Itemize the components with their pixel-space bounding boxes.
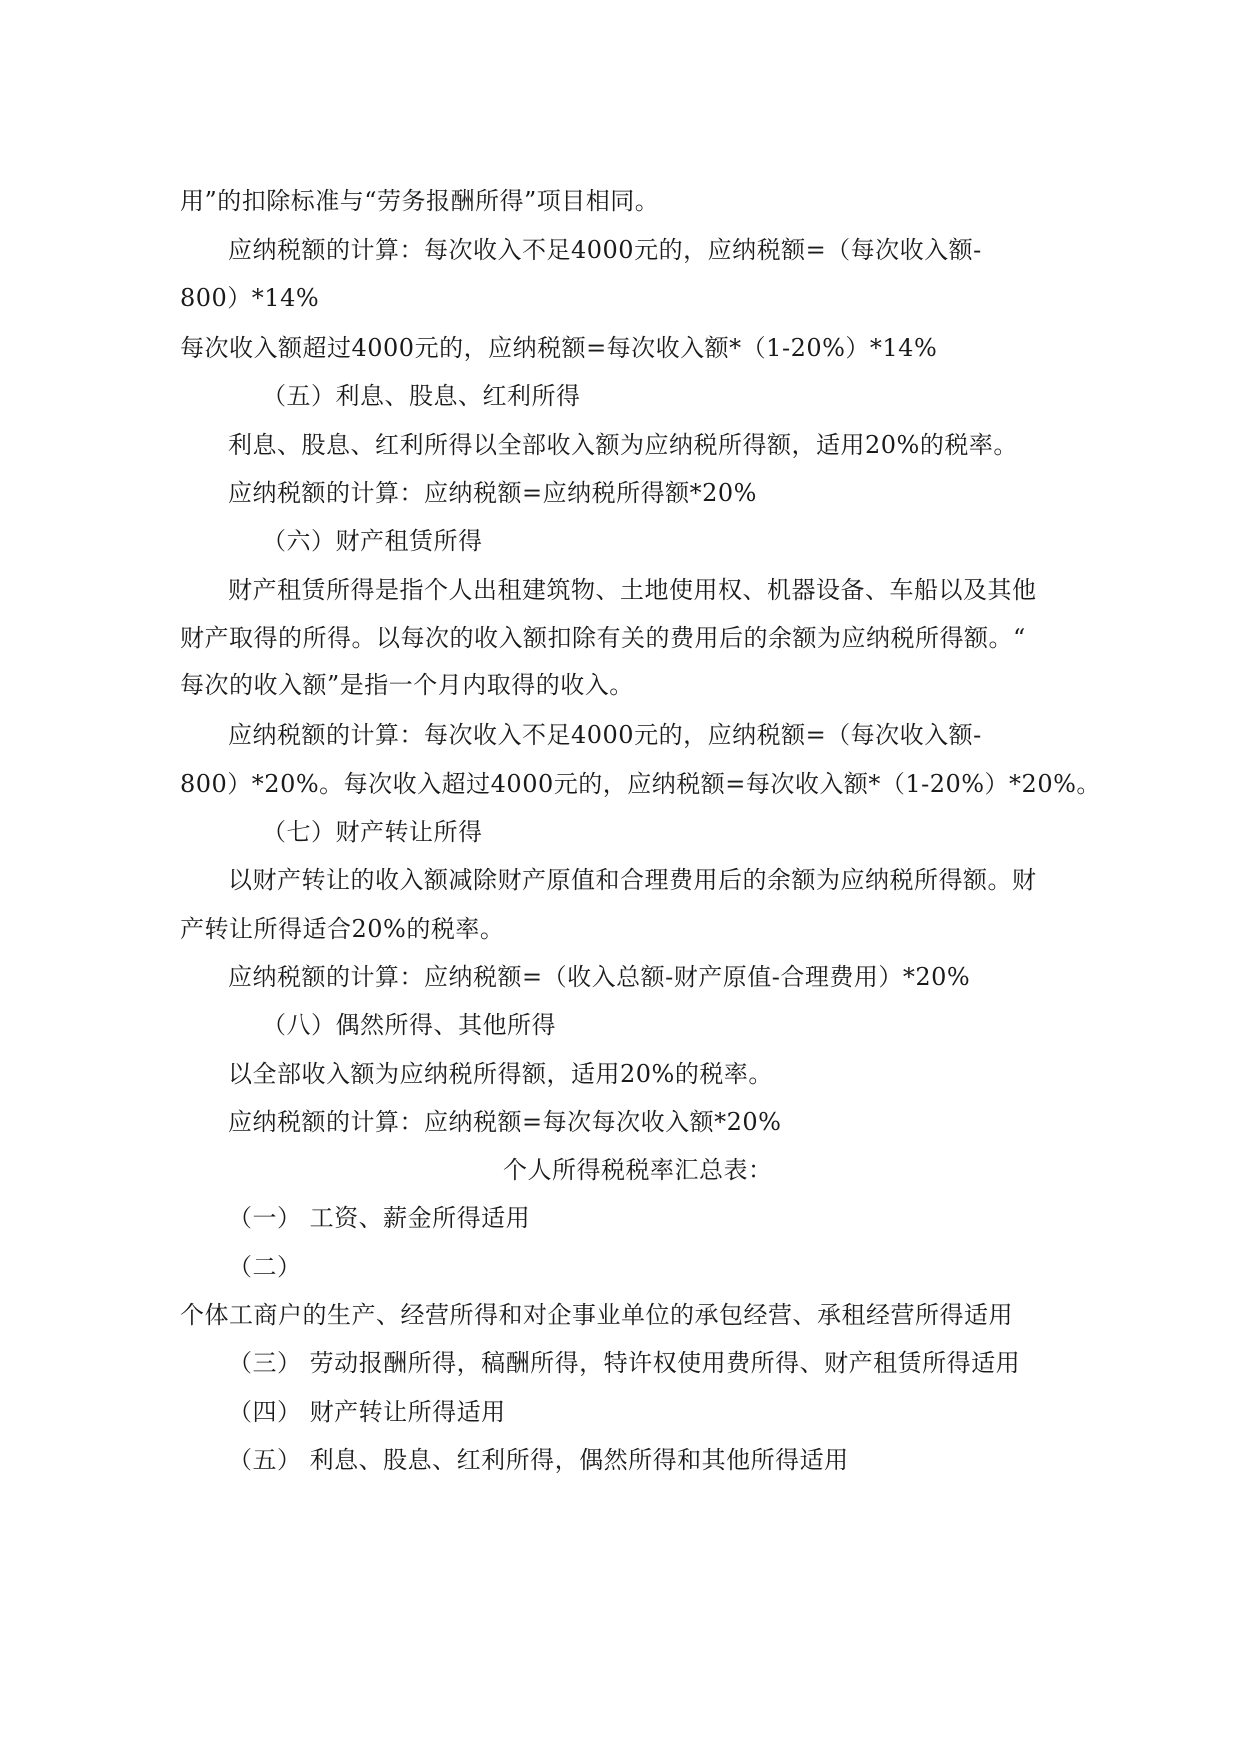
text-line: 财产取得的所得。以每次的收入额扣除有关的费用后的余额为应纳税所得额。“: [180, 624, 1026, 652]
text-line: 应纳税额的计算：应纳税额=应纳税所得额*20%: [228, 479, 757, 507]
text-line: （五） 利息、股息、红利所得，偶然所得和其他所得适用: [228, 1446, 849, 1474]
text-line: （三） 劳动报酬所得，稿酬所得，特许权使用费所得、财产租赁所得适用: [228, 1349, 1021, 1377]
section-heading: （七）财产转让所得: [262, 818, 483, 846]
text-line: 每次的收入额”是指一个月内取得的收入。: [180, 671, 634, 699]
text-line: 应纳税额的计算：每次收入不足4000元的，应纳税额=（每次收入额-: [228, 236, 982, 264]
text-line: （四） 财产转让所得适用: [228, 1398, 506, 1426]
text-line: 每次收入额超过4000元的，应纳税额=每次收入额*（1-20%）*14%: [180, 334, 938, 362]
table-title: 个人所得税税率汇总表：: [503, 1156, 773, 1184]
text-line: 以全部收入额为应纳税所得额，适用20%的税率。: [228, 1060, 773, 1088]
text-line: 应纳税额的计算：应纳税额=每次每次收入额*20%: [228, 1108, 782, 1136]
section-heading: （八）偶然所得、其他所得: [262, 1011, 556, 1039]
text-line: 个体工商户的生产、经营所得和对企事业单位的承包经营、承租经营所得适用: [180, 1301, 1013, 1329]
text-line: 应纳税额的计算：应纳税额=（收入总额-财产原值-合理费用）*20%: [228, 963, 971, 991]
text-line: 财产租赁所得是指个人出租建筑物、土地使用权、机器设备、车船以及其他: [228, 576, 1037, 604]
section-heading: （六）财产租赁所得: [262, 527, 483, 555]
text-line: （二）: [228, 1253, 302, 1281]
text-line: 产转让所得适合20%的税率。: [180, 915, 505, 943]
text-line: 应纳税额的计算：每次收入不足4000元的，应纳税额=（每次收入额-: [228, 721, 982, 749]
text-line: 800）*14%: [180, 284, 320, 312]
text-line: 利息、股息、红利所得以全部收入额为应纳税所得额，适用20%的税率。: [228, 431, 1018, 459]
text-line: 以财产转让的收入额减除财产原值和合理费用后的余额为应纳税所得额。财: [228, 866, 1037, 894]
section-heading: （五）利息、股息、红利所得: [262, 382, 581, 410]
text-line: 用”的扣除标准与“劳务报酬所得”项目相同。: [180, 187, 660, 215]
text-line: （一） 工资、薪金所得适用: [228, 1204, 531, 1232]
text-line: 800）*20%。每次收入超过4000元的，应纳税额=每次收入额*（1-20%）*20%。: [180, 770, 1101, 798]
